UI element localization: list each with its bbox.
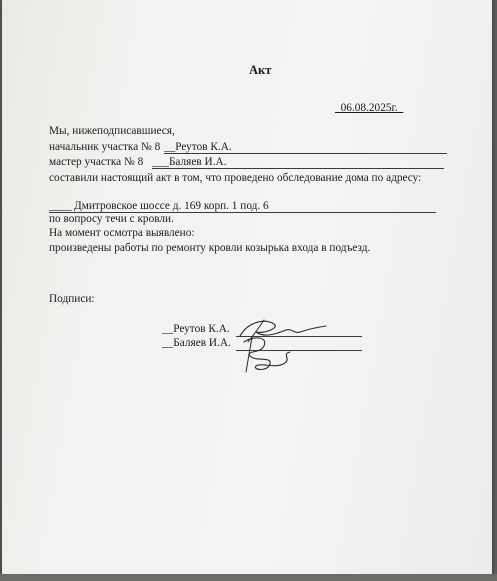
document-date: _06.08.2025г._ [335, 102, 404, 114]
address-text: Дмитровское шоссе д. 169 корп. 1 под. 6 [74, 200, 269, 212]
signatures-label: Подписи: [49, 293, 95, 305]
finding-text: произведены работы по ремонту кровли козырька входа в подъезд. [49, 242, 371, 254]
signer1-name: __Реутов К.А. [162, 323, 230, 335]
member1-role: начальник участка № 8 [49, 141, 161, 153]
member2-name: ___Баляев И.А. [152, 156, 227, 168]
member1-underline [164, 153, 447, 154]
document-sheet [2, 0, 492, 579]
signer2-name: __Баляев И.А. [162, 337, 231, 349]
subject-line: по вопросу течи с кровли. [49, 213, 174, 225]
member1-name: __Реутов К.А. [164, 141, 232, 153]
background-edge [0, 574, 497, 581]
finding-label: На момент осмотра выявлено: [49, 227, 195, 239]
address-prefix: ____ [49, 200, 72, 212]
member2-role: мастер участка № 8 [49, 156, 144, 168]
statement-line: составили настоящий акт в том, что проведено обследование дома по адресу: [49, 172, 422, 184]
intro-line: Мы, нижеподписавшиеся, [49, 125, 175, 137]
member2-underline [152, 168, 444, 169]
document-title: Акт [249, 63, 272, 77]
